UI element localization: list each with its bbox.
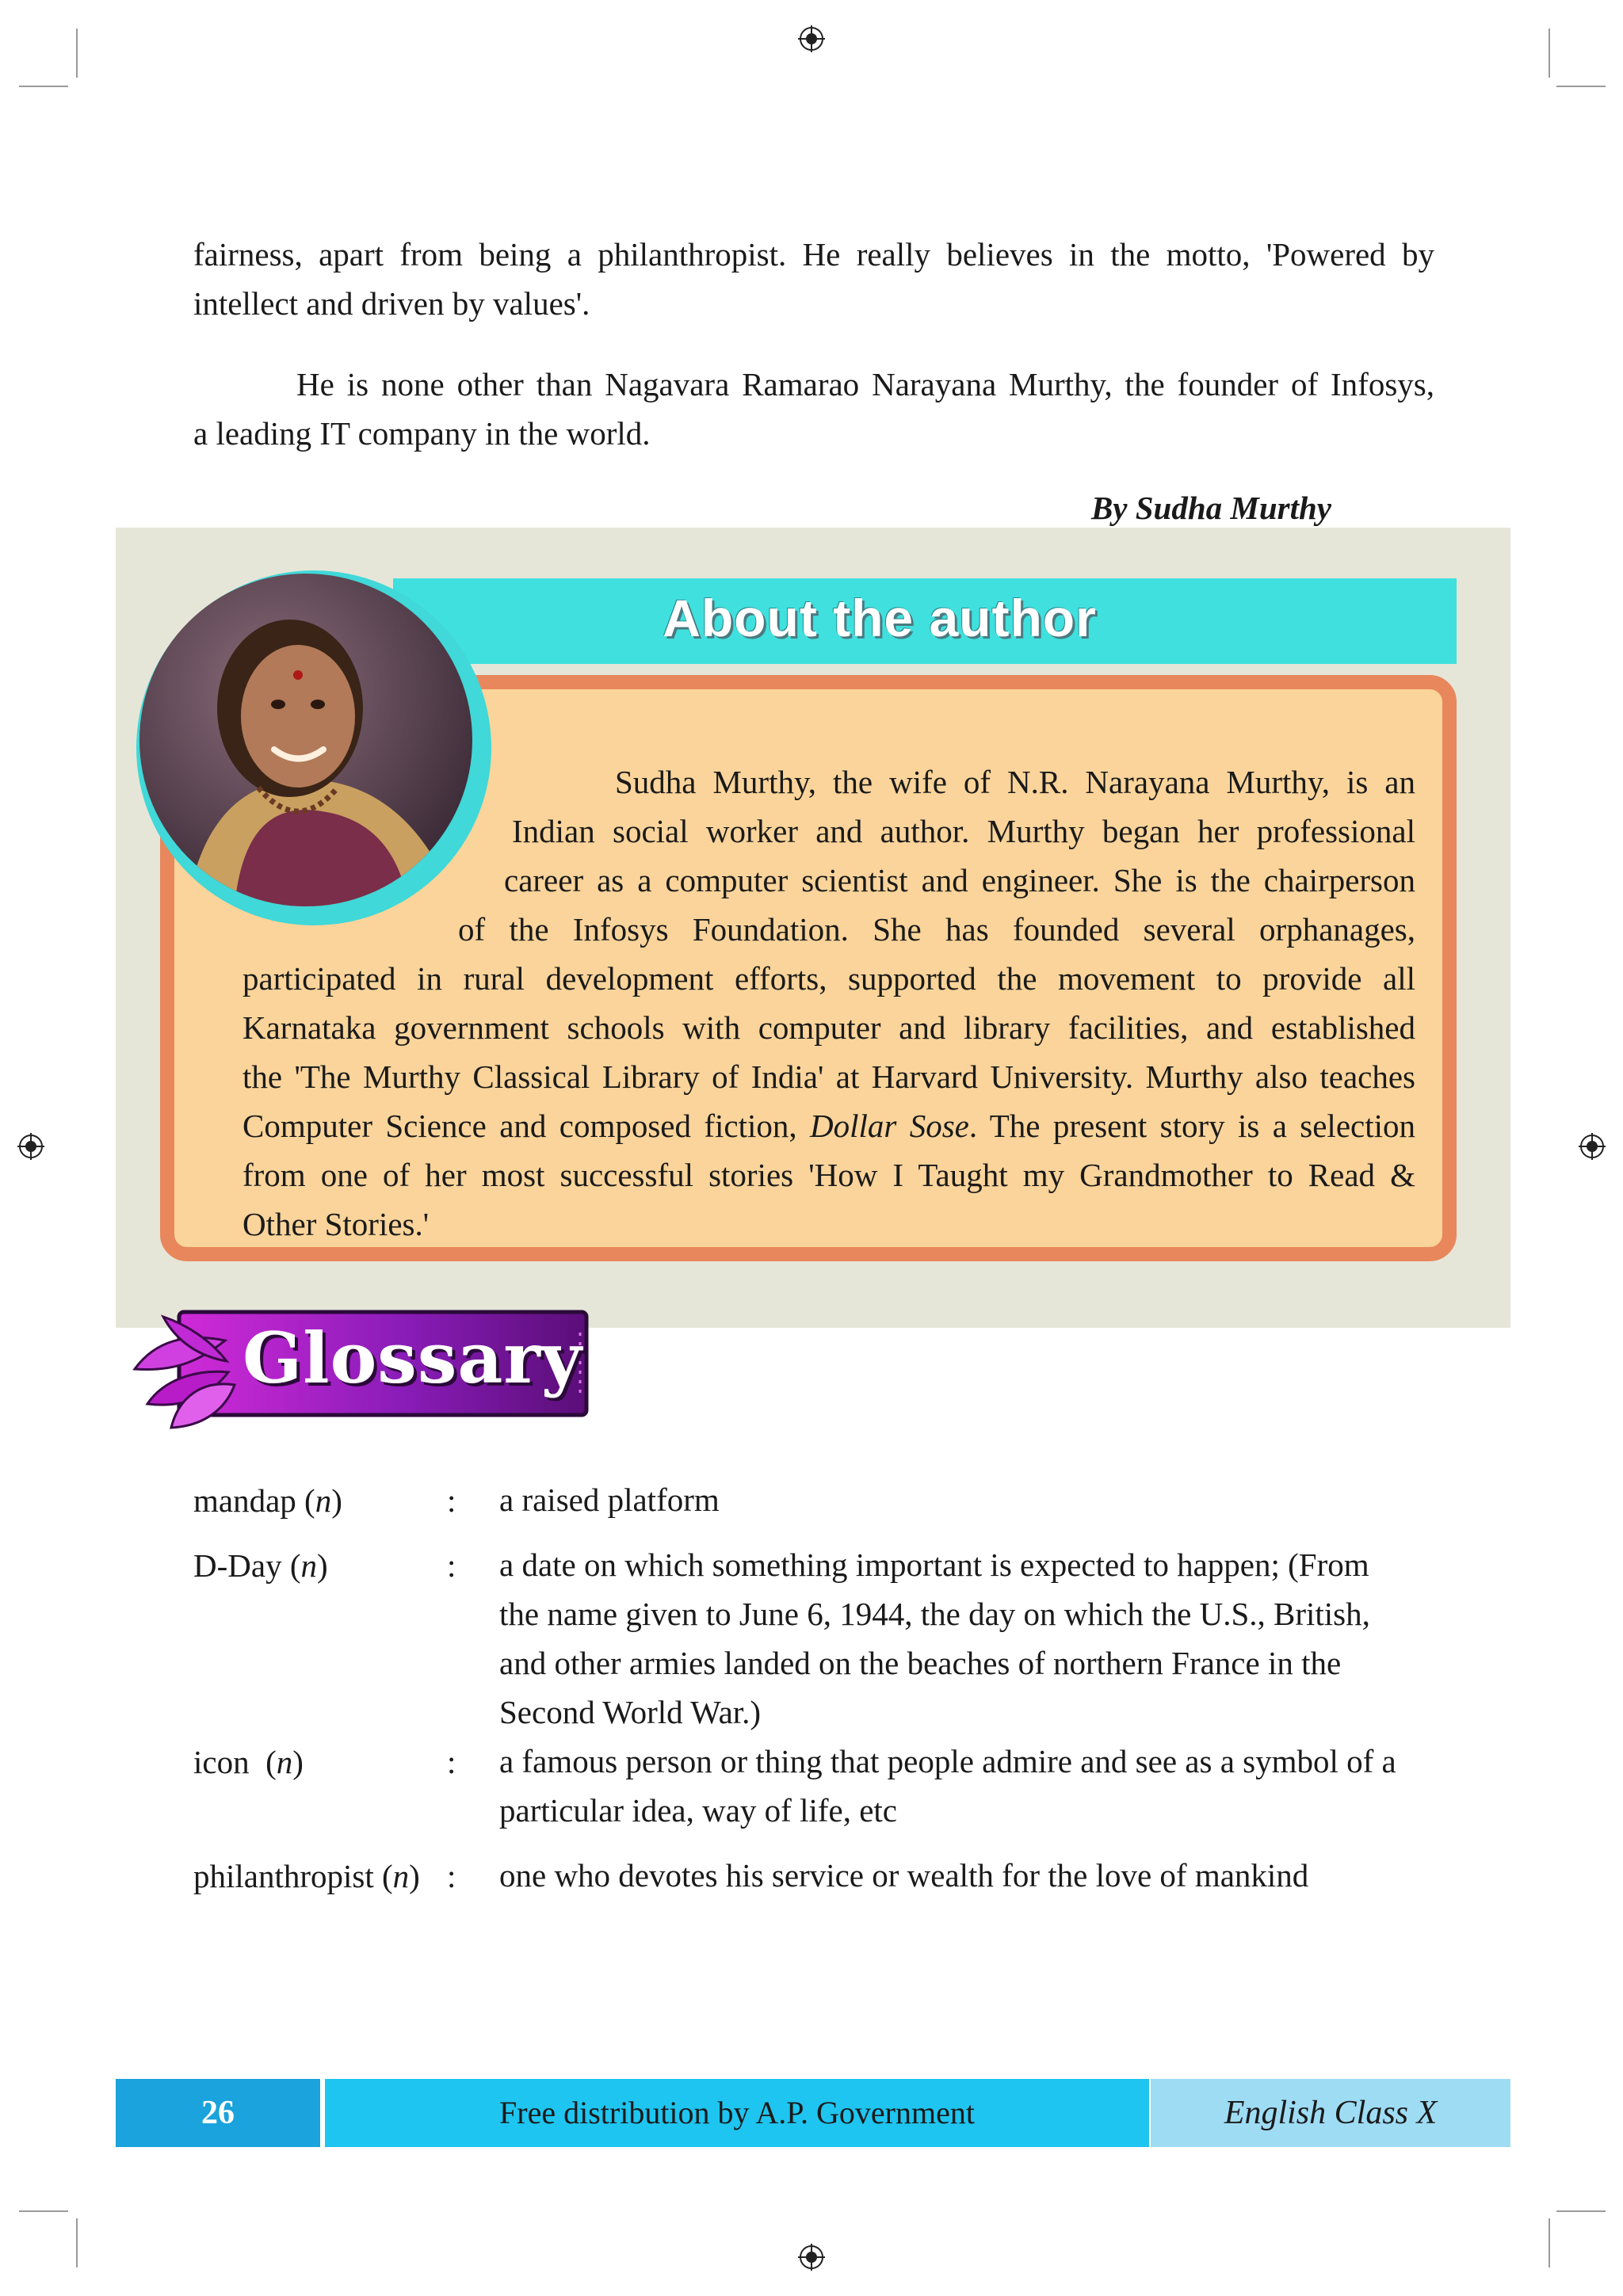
- crop-mark: [19, 2210, 68, 2212]
- about-author-text: [242, 757, 1415, 1264]
- definition-line: a famous person or thing that people admire and see as a symbol of a: [499, 1743, 1396, 1779]
- text-line: Karnataka government schools with computer and library facilities, and established: [242, 1009, 1415, 1046]
- crop-mark: [1556, 86, 1606, 87]
- text-line: He is none other than Nagavara Ramarao Narayana Murthy, the founder of Infosys,: [296, 366, 1434, 402]
- glossary-term: D-Day (n): [193, 1547, 328, 1584]
- term-word: philanthropist: [193, 1858, 374, 1894]
- definition-line: particular idea, way of life, etc: [499, 1792, 897, 1829]
- text-line: participated in rural development efforts, supported the movement to provide all: [242, 960, 1415, 997]
- text-line: [242, 1101, 1415, 1150]
- text-line: Sudha Murthy, the wife of N.R. Narayana Murthy, is an: [615, 764, 1415, 800]
- footer-distribution: Free distribution by A.P. Government: [325, 2079, 1149, 2147]
- part-of-speech: n: [392, 1858, 410, 1894]
- text-line: Indian social worker and author. Murthy began her professional: [512, 813, 1415, 849]
- crop-mark: [19, 86, 68, 87]
- term-word: D-Day: [193, 1547, 282, 1584]
- registration-mark-icon: [17, 1133, 44, 1160]
- text-line: career as a computer scientist and engineer. She is the chairperson: [504, 862, 1415, 898]
- glossary-definition: [499, 1851, 1442, 1900]
- part-of-speech: n: [300, 1547, 317, 1584]
- text-line: intellect and driven by values'.: [193, 285, 590, 322]
- footer-book-title: English Class X: [1151, 2079, 1510, 2147]
- crop-mark: [1549, 2218, 1550, 2267]
- crop-mark: [1549, 29, 1550, 78]
- definition-line: one who devotes his service or wealth for the love of mankind: [499, 1857, 1309, 1894]
- part-of-speech: n: [315, 1482, 332, 1519]
- part-of-speech: n: [276, 1744, 293, 1780]
- glossary-colon: :: [447, 1744, 456, 1780]
- text-line: the 'The Murthy Classical Library of India' at Harvard University. Murthy also teaches: [242, 1058, 1415, 1095]
- story-byline: By Sudha Murthy: [1090, 490, 1331, 526]
- registration-mark-icon: [798, 25, 825, 52]
- registration-mark-icon: [1579, 1133, 1606, 1160]
- definition-line: the name given to June 6, 1944, the day on which the U.S., British,: [499, 1596, 1370, 1632]
- glossary-term: mandap (n): [193, 1482, 342, 1519]
- definition-line: a raised platform: [499, 1482, 720, 1518]
- text-line: from one of her most successful stories 'How I Taught my Grandmother to Read &: [242, 1157, 1415, 1193]
- page-number: 26: [116, 2079, 320, 2147]
- definition-line: a date on which something important is expected to happen; (From: [499, 1547, 1369, 1583]
- about-author-heading: About the author: [663, 589, 1097, 647]
- text-segment: . The present story is a selection: [968, 1108, 1415, 1144]
- crop-mark: [1556, 2210, 1606, 2212]
- book-title: Dollar Sose: [810, 1108, 969, 1144]
- glossary-definition: [499, 1475, 1442, 1524]
- glossary-colon: :: [447, 1482, 456, 1519]
- story-paragraph-2: [193, 360, 1434, 458]
- text-line: fairness, apart from being a philanthropist. He really believes in the motto, 'Powered by: [193, 236, 1434, 273]
- text-line: a leading IT company in the world.: [193, 415, 651, 452]
- term-word: icon: [193, 1744, 250, 1780]
- text-segment: Computer Science and composed fiction,: [242, 1108, 811, 1144]
- glossary-colon: :: [447, 1858, 456, 1894]
- glossary-definition: [499, 1540, 1442, 1737]
- story-paragraph-1: [193, 230, 1434, 328]
- registration-mark-icon: [798, 2244, 825, 2271]
- glossary-term: philanthropist (n): [193, 1858, 420, 1894]
- glossary-term: icon (n): [193, 1744, 304, 1780]
- glossary-colon: :: [447, 1547, 456, 1584]
- definition-line: Second World War.): [499, 1694, 762, 1730]
- glossary-definition: [499, 1737, 1442, 1835]
- crop-mark: [76, 2218, 78, 2267]
- definition-line: and other armies landed on the beaches of northern France in the: [499, 1645, 1342, 1681]
- glossary-title: Glossary: [242, 1317, 582, 1399]
- page-footer: [116, 2079, 1510, 2147]
- crop-mark: [76, 29, 78, 78]
- text-line: of the Infosys Foundation. She has founded several orphanages,: [458, 911, 1415, 948]
- term-word: mandap: [193, 1482, 296, 1519]
- text-line: Other Stories.': [242, 1206, 430, 1242]
